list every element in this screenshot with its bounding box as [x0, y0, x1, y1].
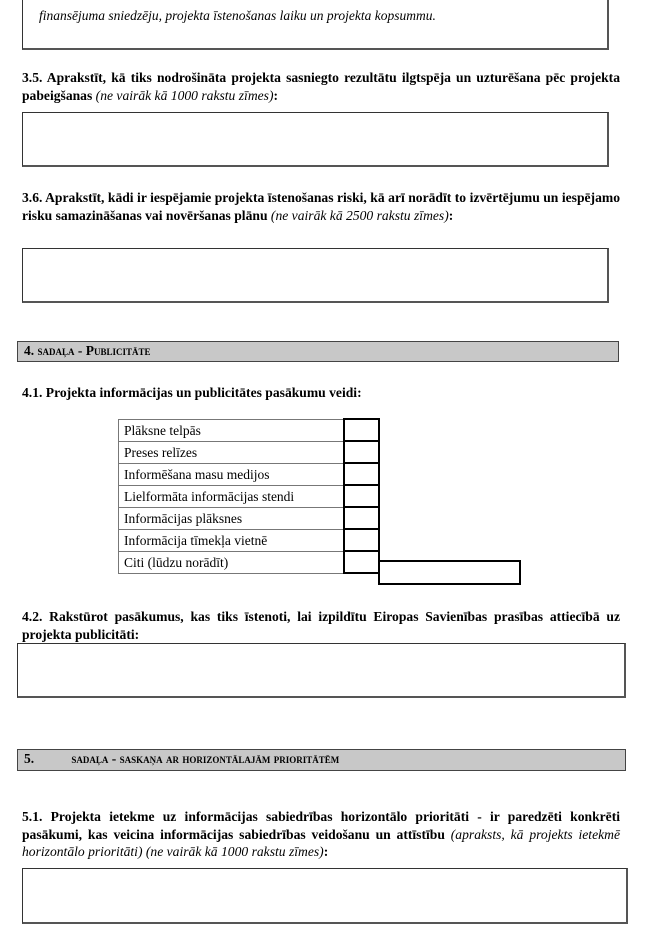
table-row [119, 485, 379, 507]
table-row [119, 441, 379, 463]
publicity-item-label: Plāksne telpās [119, 419, 344, 441]
table-row [119, 463, 379, 485]
section-5-number: 5. [24, 751, 35, 766]
answer-3-5-field[interactable] [22, 112, 609, 167]
question-4-1-label: 4.1. Projekta informācijas un publicitātes pasākumu veidi: [22, 385, 362, 400]
publicity-item-label: Citi (lūdzu norādīt) [119, 551, 344, 573]
publicity-item-label: Informācija tīmekļa vietnē [119, 529, 344, 551]
table-row [119, 551, 379, 573]
section-4-number: 4. [24, 343, 35, 358]
other-publicity-specify-field[interactable] [378, 560, 521, 585]
question-5-1-note-2: (ne vairāk kā 1000 rakstu zīmes) [145, 844, 324, 859]
publicity-checkbox[interactable] [344, 529, 379, 551]
publicity-types-table [118, 418, 380, 574]
publicity-checkbox[interactable] [344, 463, 379, 485]
table-row [119, 529, 379, 551]
question-4-2-label: 4.2. Rakstūrot pasākumus, kas tiks īstenoti, lai izpildītu Eiropas Savienības prasības attiecībā uz projekta publicitāti: [22, 609, 620, 642]
section-5-title: sadaļa - saskaņa ar horizontālajām prioritātēm [71, 751, 340, 766]
question-3-6-note: (ne vairāk kā 2500 rakstu zīmes) [270, 207, 449, 223]
publicity-checkbox[interactable] [344, 441, 379, 463]
publicity-item-label: Informācijas plāksnes [119, 507, 344, 529]
question-5-1: 5.1. Projekta ietekme uz informācijas sabiedrības horizontālo prioritāti - ir paredzēti konkrēti pasākumi, kas veicina informācijas sabiedrības veidošanu un attīstību (apraksts, kā projekts ietekmē horizontālo prioritāti) (ne vairāk kā 1000 rakstu zīmes): [22, 809, 621, 859]
question-3-6: 3.6. Aprakstīt, kādi ir iespējamie projekta īstenošanas riski, kā arī norādīt to izvērtējumu un iespējamo risku samazināšanas vai novēršanas plānu (ne vairāk kā 2500 rakstu zīmes): [22, 190, 620, 223]
question-3-6-label: 3.6. Aprakstīt, kādi ir iespējamie projekta īstenošanas riski, kā arī norādīt to izvērtējumu un iespējamo risku samazināšanas vai novēršanas plānu [22, 190, 620, 223]
section-5-header [17, 749, 626, 771]
publicity-item-label: Preses relīzes [119, 441, 344, 463]
project-summary-text-box[interactable] [22, 0, 609, 50]
answer-4-2-field[interactable] [17, 643, 626, 698]
section-4-title: sadaļa - Publicitāte [37, 343, 151, 358]
answer-5-1-field[interactable] [22, 868, 628, 924]
question-3-5-label: 3.5. Aprakstīt, kā tiks nodrošināta projekta sasniegto rezultātu ilgtspēja un uzturēšana pēc projekta pabeigšanas [22, 70, 620, 103]
publicity-item-label: Lielformāta informācijas stendi [119, 485, 344, 507]
table-row [119, 507, 379, 529]
project-summary-text: finansējuma sniedzēju, projekta īstenošanas laiku un projekta kopsummu. [39, 8, 436, 23]
question-5-1-note-1: (apraksts, kā projekts ietekmē horizontālo prioritāti) [22, 826, 621, 859]
publicity-checkbox[interactable] [344, 419, 379, 441]
publicity-checkbox-other[interactable] [344, 551, 379, 573]
answer-3-6-field[interactable] [22, 248, 609, 303]
publicity-item-label: Informēšana masu medijos [119, 463, 344, 485]
section-4-header [17, 341, 619, 362]
question-4-1 [22, 384, 620, 402]
publicity-checkbox[interactable] [344, 507, 379, 529]
table-row [119, 419, 379, 441]
question-3-5: 3.5. Aprakstīt, kā tiks nodrošināta projekta sasniegto rezultātu ilgtspēja un uzturēšana pēc projekta pabeigšanas (ne vairāk kā 1000 rakstu zīmes): [22, 70, 620, 103]
publicity-checkbox[interactable] [344, 485, 379, 507]
question-3-5-note: (ne vairāk kā 1000 rakstu zīmes) [95, 87, 274, 103]
question-5-1-label: 5.1. Projekta ietekme uz informācijas sabiedrības horizontālo prioritāti - ir paredzēti konkrēti pasākumi, kas veicina informācijas sabiedrības veidošanu un attīstību [22, 809, 620, 842]
question-4-2 [22, 608, 620, 643]
